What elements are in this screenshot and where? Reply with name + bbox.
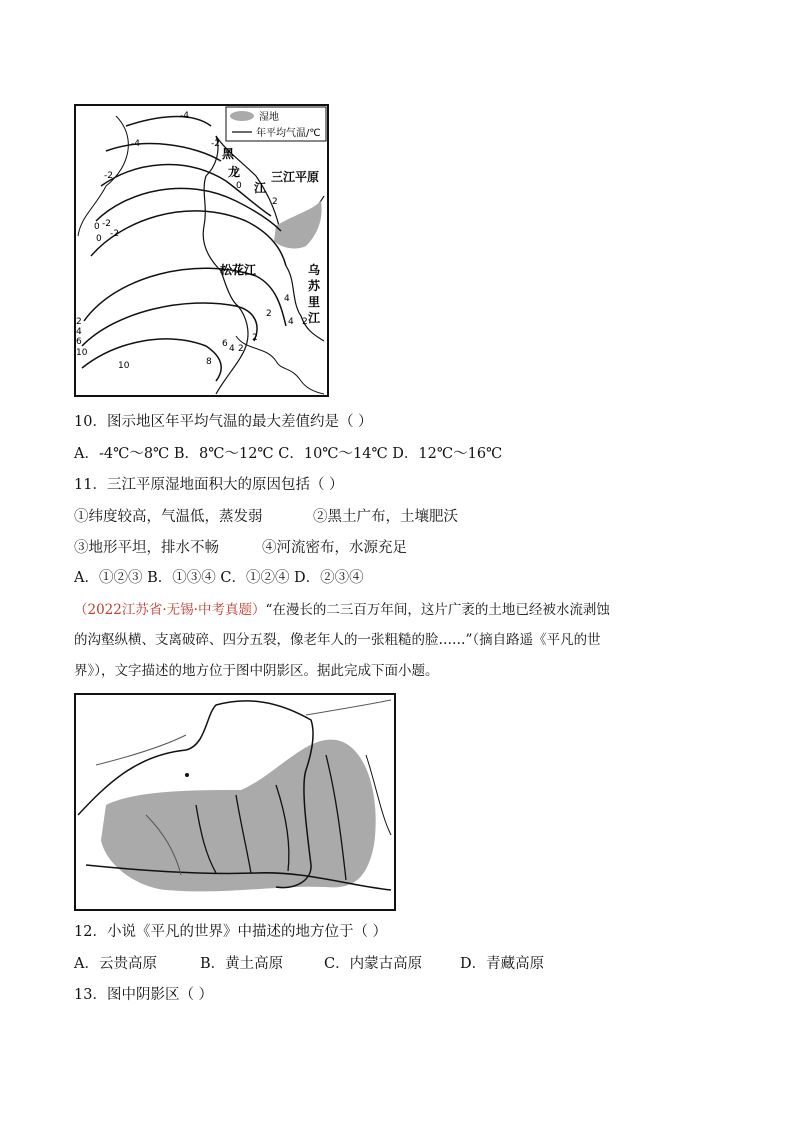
loess-map-drawing: [76, 695, 394, 909]
isotherm-value: 0: [236, 181, 242, 191]
label-songhua-river: 松花江: [220, 263, 257, 277]
isotherm-value: 2: [238, 344, 244, 354]
isotherm-value: 6: [76, 337, 82, 347]
passage-source: （2022江苏省·无锡·中考真题）: [74, 602, 266, 618]
passage-line-1: [74, 600, 610, 620]
isotherm-value: -4: [180, 111, 189, 121]
label-sanjiang-plain: 三江平原: [271, 170, 320, 184]
q11-options: A．①②③ B．①③④ C．①②④ D．②③④: [74, 570, 364, 586]
isotherm-h: [82, 339, 221, 381]
label-hei: 黑: [222, 147, 235, 161]
isotherm-value: -4: [131, 139, 140, 149]
q12-option-c: C．内蒙古高原: [324, 956, 423, 972]
label-jiang2: 江: [308, 311, 321, 325]
river-thin-1: [96, 735, 186, 765]
isotherm-e: [91, 211, 286, 266]
isotherm-value: 0: [94, 222, 100, 232]
label-wu: 乌: [308, 263, 321, 277]
isotherm-value: -2: [110, 229, 119, 239]
northeast-isotherm-map: [74, 104, 329, 397]
passage-text-1: “在漫长的二三百万年间，这片广袤的土地已经被水流剥蚀: [265, 602, 610, 618]
isotherm-value: 4: [288, 317, 294, 327]
q10-options: A．-4℃～8℃ B．8℃～12℃ C．10℃～14℃ D．12℃～16℃: [74, 446, 503, 462]
isotherm-a: [126, 117, 211, 126]
city-dot: [185, 773, 189, 777]
isotherm-value: 8: [206, 357, 212, 367]
q11-stem: 11．三江平原湿地面积大的原因包括（ ）: [74, 477, 344, 493]
isotherm-value: 10: [76, 348, 88, 358]
isotherm-value: 2: [266, 309, 272, 319]
passage-line-3: 界》），文字描述的地方位于图中阴影区。据此完成下面小题。: [74, 663, 439, 679]
isotherm-value: -2: [104, 171, 113, 181]
isotherm-value: 4: [229, 344, 235, 354]
isotherm-value: 4: [76, 327, 82, 337]
q12-stem: 12．小说《平凡的世界》中描述的地方位于（ ）: [74, 924, 388, 940]
q12-option-b: B．黄土高原: [200, 956, 284, 972]
loess-plateau-map: [74, 693, 396, 911]
isotherm-b: [106, 144, 221, 161]
wetland-sanjiang: [274, 201, 322, 248]
q11-item-3: ③地形平坦，排水不畅: [74, 540, 219, 556]
isotherm-c: [101, 165, 271, 216]
isotherm-value: 2: [272, 197, 278, 207]
q11-item-4: ④河流密布，水源充足: [262, 540, 407, 556]
isotherm-value: 0: [96, 234, 102, 244]
label-long: 龙: [228, 165, 241, 179]
label-jiang: 江: [254, 181, 267, 195]
q13-stem: 13．图中阴影区（ ）: [74, 987, 214, 1003]
wetland-legend-swatch: [230, 111, 254, 121]
label-su: 苏: [308, 279, 321, 293]
q11-item-1: ①纬度较高，气温低，蒸发弱: [74, 509, 263, 525]
q12-option-d: D．青藏高原: [460, 956, 545, 972]
passage-line-2: 的沟壑纵横、支离破碎、四分五裂，像老年人的一张粗糙的脸……”（摘自路遥《平凡的世: [74, 632, 601, 648]
isotherm-map-drawing: [76, 106, 327, 395]
isotherm-value: -2: [102, 219, 111, 229]
isotherm-value: -2: [211, 139, 220, 149]
q11-item-2: ②黑土广布，土壤肥沃: [313, 509, 458, 525]
label-li: 里: [308, 295, 321, 309]
legend-wetland-label: 湿地: [259, 112, 279, 123]
river-thin-2: [306, 700, 391, 715]
legend-isotherm-label: 年平均气温/℃: [256, 128, 321, 139]
isotherm-value: 6: [222, 339, 228, 349]
isotherm-value: 4: [284, 294, 290, 304]
coast-line: [236, 336, 324, 394]
isotherm-value: 10: [118, 361, 130, 371]
isotherm-value: 2: [76, 317, 82, 327]
isotherm-value: 2: [302, 317, 308, 327]
q10-stem: 10．图示地区年平均气温的最大差值约是（ ）: [74, 414, 373, 430]
q12-option-a: A．云贵高原: [74, 956, 157, 972]
isotherm-value: 2: [252, 333, 258, 343]
